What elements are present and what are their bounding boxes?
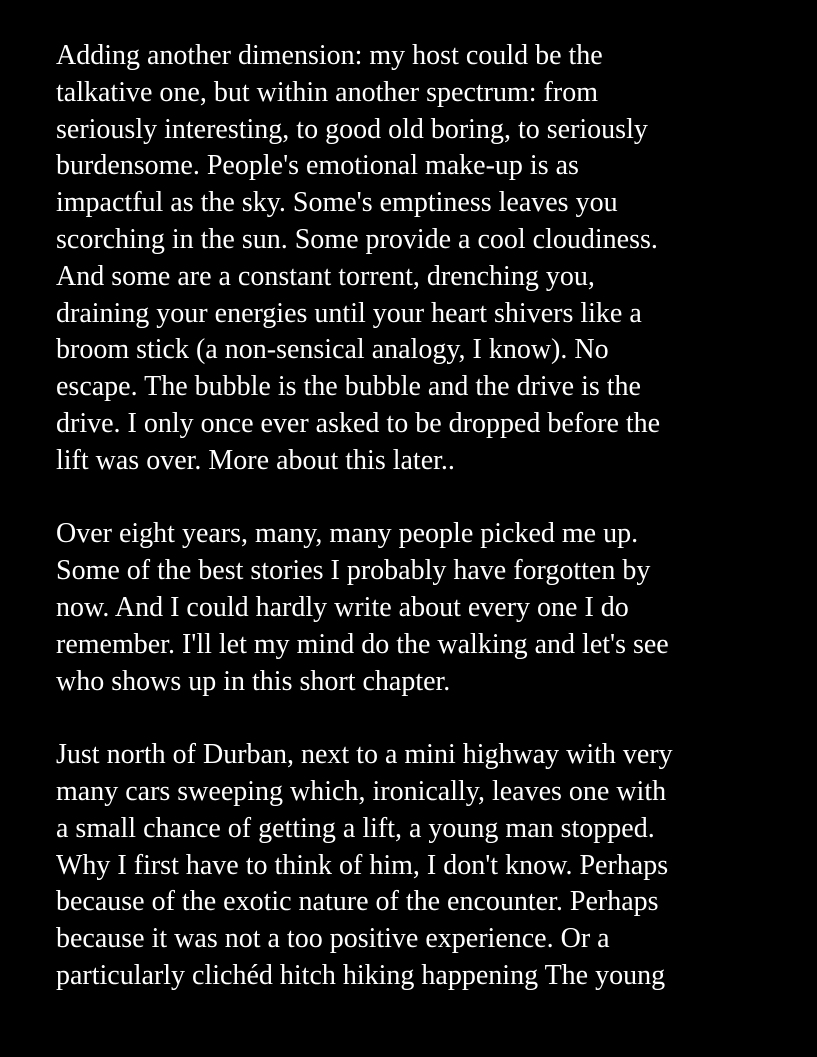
text-line: Adding another dimension: my host could be the	[56, 40, 603, 71]
text-line: many cars sweeping which, ironically, leaves one with	[56, 775, 667, 807]
text-line: Just north of Durban, next to a mini highway with very	[56, 739, 673, 771]
text-line: Why I first have to think of him, I don't know. Perhaps	[56, 849, 669, 881]
text-line: drive. I only once ever asked to be dropped before the	[56, 407, 661, 439]
text-line: broom stick (a non-sensical analogy, I know). No	[56, 334, 609, 366]
paragraph-2	[56, 516, 776, 700]
text-line: talkative one, but within another spectrum: from	[56, 76, 598, 108]
paragraph-1	[56, 38, 776, 480]
text-line: draining your energies until your heart shivers like a	[56, 297, 642, 329]
text-line: And some are a constant torrent, drenching you,	[56, 260, 595, 292]
text-line: scorching in the sun. Some provide a cool cloudiness.	[56, 223, 658, 255]
text-line: particularly clichéd hitch hiking happening The young	[56, 959, 666, 991]
text-line: a small chance of getting a lift, a young man stopped.	[56, 812, 655, 844]
text-line: who shows up in this short chapter.	[56, 665, 451, 697]
text-line: impactful as the sky. Some's emptiness leaves you	[56, 187, 618, 219]
text-line: seriously interesting, to good old boring, to seriously	[56, 113, 648, 145]
paragraph-3	[56, 737, 776, 995]
document-body	[56, 38, 776, 1032]
text-line: because of the exotic nature of the encounter. Perhaps	[56, 886, 659, 918]
text-line: Over eight years, many, many people picked me up.	[56, 518, 639, 550]
text-line: remember. I'll let my mind do the walking and let's see	[56, 628, 669, 660]
text-line: now. And I could hardly write about every one I do	[56, 591, 629, 623]
text-line: because it was not a too positive experience. Or a	[56, 923, 610, 955]
text-line: lift was over. More about this later..	[56, 444, 455, 476]
text-line: Some of the best stories I probably have forgotten by	[56, 555, 651, 587]
text-line: escape. The bubble is the bubble and the drive is the	[56, 371, 641, 403]
text-line: burdensome. People's emotional make-up is as	[56, 150, 579, 182]
